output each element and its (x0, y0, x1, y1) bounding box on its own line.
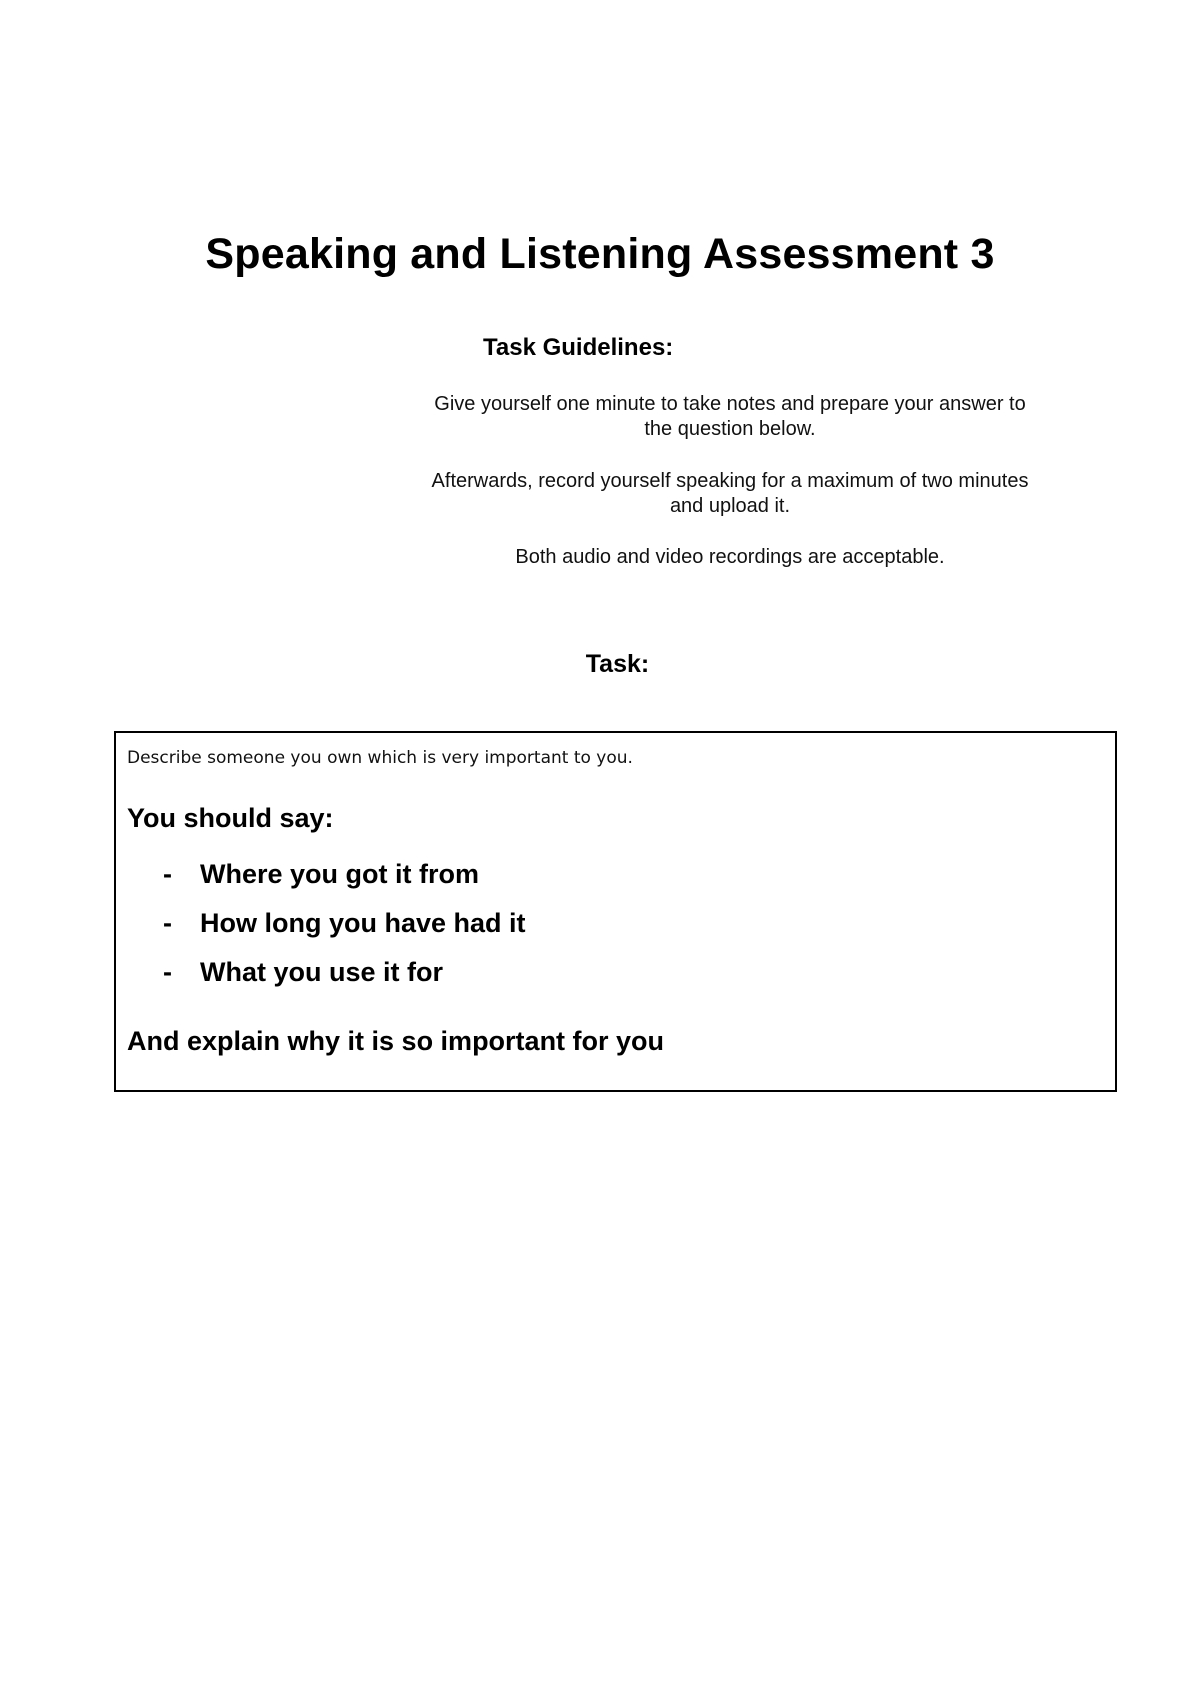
guidelines-heading: Task Guidelines: (483, 334, 674, 361)
should-say-label: You should say: (127, 803, 334, 833)
guideline-notes-line-2: the question below. (644, 418, 816, 440)
task-closing: And explain why it is so important for you (127, 1026, 665, 1056)
guideline-recording-line-2: and upload it. (669, 495, 791, 517)
guideline-notes-line-1: Give yourself one minute to take notes and prepare your answer to (434, 393, 1026, 415)
task-bullet-list (116, 857, 1096, 1004)
guideline-notes (380, 392, 1080, 442)
task-box (114, 731, 1117, 1092)
bullet-dash: - (163, 859, 172, 889)
page-title: Speaking and Listening Assessment 3 (205, 230, 995, 278)
task-intro: Describe someone you own which is very important to you. (127, 748, 633, 768)
list-item (116, 857, 1096, 906)
list-item (116, 906, 1096, 955)
guideline-formats (380, 545, 1080, 570)
guideline-recording (380, 469, 1080, 519)
guideline-recording-line-1: Afterwards, record yourself speaking for a maximum of two minutes (431, 470, 1029, 492)
bullet-dash: - (163, 908, 172, 938)
bullet-text: What you use it for (200, 957, 443, 987)
bullet-text: How long you have had it (200, 908, 526, 938)
list-item (116, 955, 1096, 1004)
bullet-text: Where you got it from (200, 859, 479, 889)
bullet-dash: - (163, 957, 172, 987)
task-heading: Task: (585, 650, 650, 678)
guideline-formats-line-1: Both audio and video recordings are acceptable. (515, 546, 945, 568)
